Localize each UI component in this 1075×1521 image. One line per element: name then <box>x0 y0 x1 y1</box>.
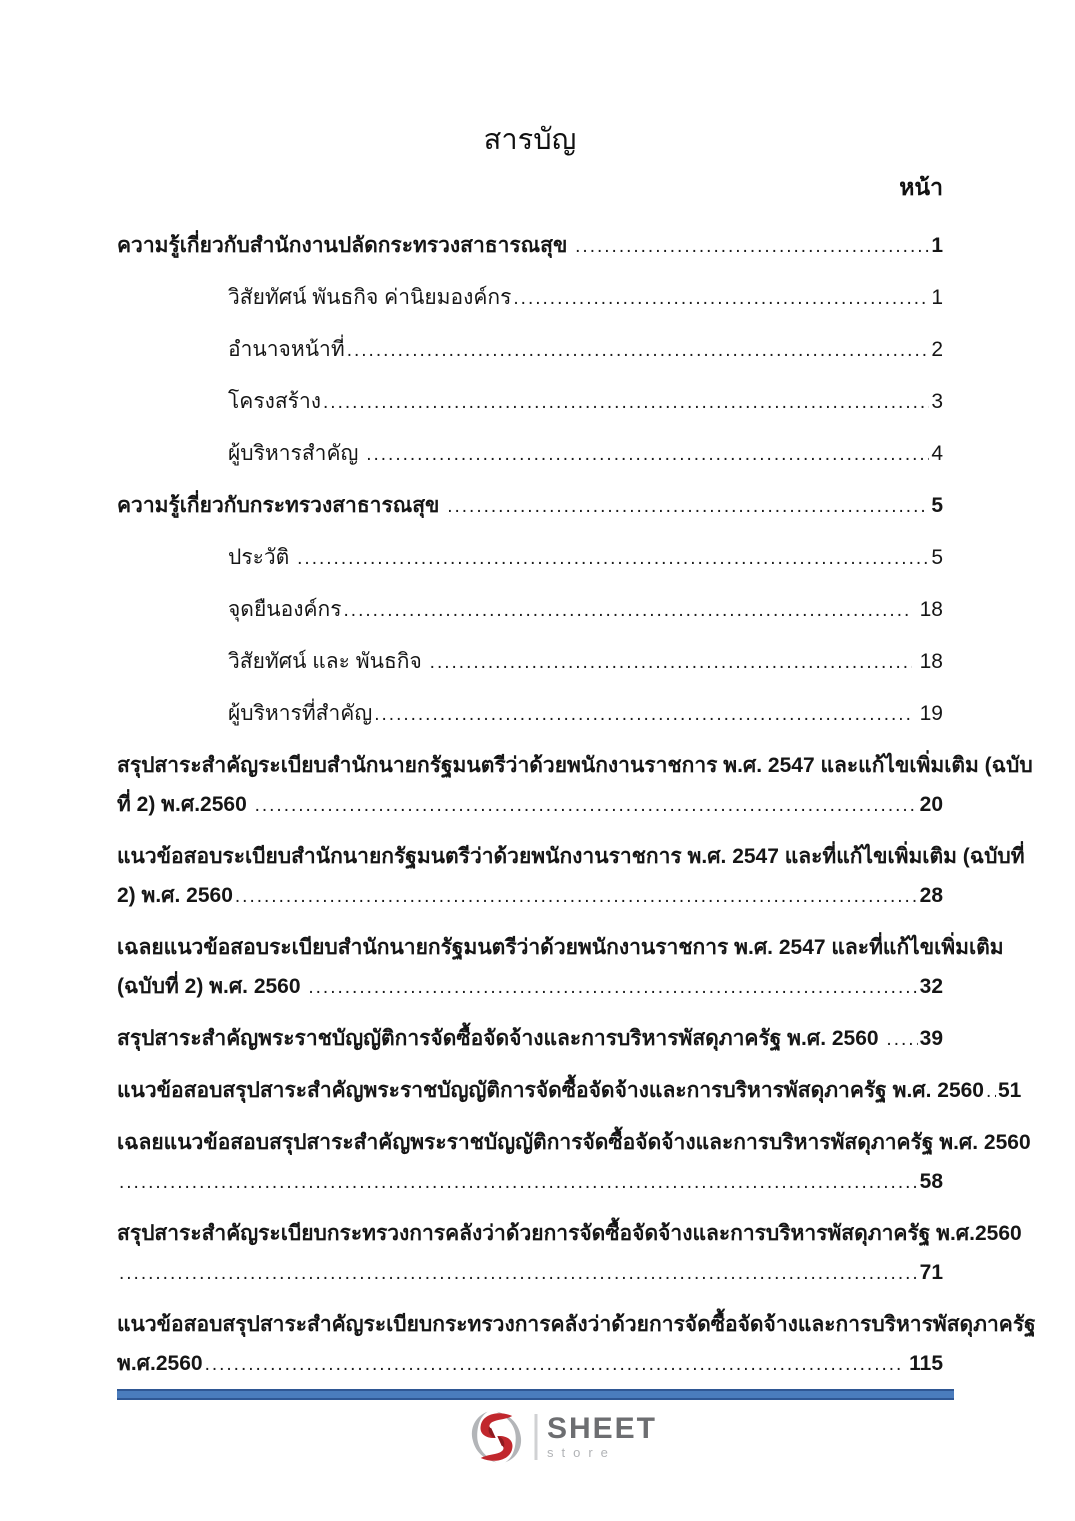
dot-leader <box>447 486 929 526</box>
toc-entry-title: ความรู้เกี่ยวกับกระทรวงสาธารณสุข <box>117 494 446 517</box>
toc-page-number: 32 <box>919 975 943 998</box>
dot-leader <box>986 1071 996 1111</box>
toc-line <box>117 538 943 578</box>
toc-entry-title: พ.ศ.2560 <box>117 1352 203 1375</box>
dot-leader <box>255 785 918 825</box>
page-title: สารบัญ <box>483 124 577 156</box>
dot-leader <box>119 1253 918 1293</box>
toc-document <box>117 0 1036 1396</box>
toc-entry <box>117 1019 943 1059</box>
toc-line <box>117 1162 943 1202</box>
toc-page-number: 5 <box>931 494 943 517</box>
dot-leader <box>323 382 929 422</box>
toc-line <box>117 642 943 682</box>
toc-page-number: 39 <box>919 1027 943 1050</box>
toc-entry-title: สรุปสาระสำคัญพระราชบัญญัติการจัดซื้อจัดจ้างและการบริหารพัสดุภาครัฐ พ.ศ. 2560 <box>117 1027 885 1050</box>
toc-entry <box>117 1214 1022 1293</box>
toc-line <box>117 837 1025 876</box>
toc-page-number: 19 <box>913 702 943 725</box>
toc-page-number: 71 <box>919 1261 943 1284</box>
toc-page-number: 58 <box>919 1170 943 1193</box>
dot-leader <box>886 1019 917 1059</box>
toc-line <box>117 694 943 734</box>
dot-leader <box>235 876 918 916</box>
toc-entry <box>117 486 943 526</box>
toc-entry-title: สรุปสาระสำคัญระเบียบสำนักนายกรัฐมนตรีว่าด้วยพนักงานราชการ พ.ศ. 2547 และแก้ไขเพิ่มเติม (ฉบับ <box>117 754 1033 777</box>
dot-leader <box>430 642 912 682</box>
toc-page-number: 2 <box>931 338 943 361</box>
toc-entry-title: สรุปสาระสำคัญระเบียบกระทรวงการคลังว่าด้วยการจัดซื้อจัดจ้างและการบริหารพัสดุภาครัฐ พ.ศ.2560 <box>117 1222 1022 1245</box>
toc-line <box>117 486 943 526</box>
toc-page-number: 4 <box>931 442 943 465</box>
toc-page-number: 1 <box>931 234 943 257</box>
dot-leader <box>575 226 929 266</box>
toc-entry <box>117 226 943 266</box>
logo-sub-text: store <box>546 1444 616 1460</box>
dot-leader <box>205 1344 902 1384</box>
toc-entry-title: เฉลยแนวข้อสอบระเบียบสำนักนายกรัฐมนตรีว่าด้วยพนักงานราชการ พ.ศ. 2547 และที่แก้ไขเพิ่มเติม <box>117 936 1004 959</box>
toc-entry <box>117 1071 1022 1111</box>
toc-entry <box>117 330 943 370</box>
toc-entry-title: ผู้บริหารสำคัญ <box>228 442 365 465</box>
toc-entry-title: 2) พ.ศ. 2560 <box>117 884 233 907</box>
toc-entry-title: โครงสร้าง <box>228 390 322 413</box>
toc-entry <box>117 837 1025 916</box>
toc-line <box>117 928 1004 967</box>
toc-entry <box>117 590 943 630</box>
toc-entry <box>117 434 943 474</box>
toc-entry <box>117 642 943 682</box>
toc-entry <box>117 538 943 578</box>
toc-line <box>117 1071 1022 1111</box>
toc-page-number: 51 <box>998 1079 1022 1102</box>
footer-divider <box>117 1389 954 1400</box>
toc-line <box>117 434 943 474</box>
toc-line <box>117 746 1033 785</box>
toc-entry-title: ที่ 2) พ.ศ.2560 <box>117 793 253 816</box>
toc-page-number: 18 <box>913 650 943 673</box>
toc-line <box>117 1305 1036 1344</box>
page-column-label: หน้า <box>899 174 943 200</box>
toc-entry <box>117 694 943 734</box>
toc-page-number: 115 <box>903 1352 943 1375</box>
toc-line <box>117 1253 943 1293</box>
toc-line <box>117 785 943 825</box>
toc-entry-title: วิสัยทัศน์ พันธกิจ ค่านิยมองค์กร <box>228 286 512 309</box>
dot-leader <box>374 694 912 734</box>
toc-line <box>117 590 943 630</box>
toc-entry-title: จุดยืนองค์กร <box>228 598 342 621</box>
toc-line <box>117 226 943 266</box>
toc-line <box>117 278 943 318</box>
toc-entry <box>117 746 1033 825</box>
dot-leader <box>344 590 912 630</box>
toc-entry-title: ความรู้เกี่ยวกับสำนักงานปลัดกระทรวงสาธารณสุข <box>117 234 574 257</box>
toc-line <box>117 876 943 916</box>
sheet-s-icon <box>468 1408 524 1466</box>
logo-brand-text: SHEET <box>546 1411 658 1445</box>
toc-entry-title: (ฉบับที่ 2) พ.ศ. 2560 <box>117 975 307 998</box>
toc-entry <box>117 928 1004 1007</box>
toc-page-number: 28 <box>919 884 943 907</box>
toc-line <box>117 1214 1022 1253</box>
toc-page-number: 3 <box>931 390 943 413</box>
dot-leader <box>308 967 917 1007</box>
toc-entry-title: วิสัยทัศน์ และ พันธกิจ <box>228 650 428 673</box>
toc-entry-title: ประวัติ <box>228 546 296 569</box>
dot-leader <box>347 330 930 370</box>
dot-leader <box>513 278 929 318</box>
toc-entry <box>117 1123 1031 1202</box>
dot-leader <box>119 1162 918 1202</box>
toc-line <box>117 330 943 370</box>
toc-entry <box>117 278 943 318</box>
sheet-store-logo <box>468 1408 657 1466</box>
toc-entry-title: แนวข้อสอบระเบียบสำนักนายกรัฐมนตรีว่าด้วยพนักงานราชการ พ.ศ. 2547 และที่แก้ไขเพิ่มเติม (ฉบับที่ <box>117 845 1025 868</box>
toc-line <box>117 382 943 422</box>
toc-entry-title: เฉลยแนวข้อสอบสรุปสาระสำคัญพระราชบัญญัติการจัดซื้อจัดจ้างและการบริหารพัสดุภาครัฐ พ.ศ. 2560 <box>117 1131 1031 1154</box>
dot-leader <box>297 538 929 578</box>
toc-page-number: 5 <box>931 546 943 569</box>
toc-line <box>117 967 943 1007</box>
toc-entry-title: อำนาจหน้าที่ <box>228 338 345 361</box>
toc-page-number: 1 <box>931 286 943 309</box>
logo-wordmark <box>546 1411 658 1461</box>
toc-page-number: 18 <box>913 598 943 621</box>
toc-entry-title: แนวข้อสอบสรุปสาระสำคัญระเบียบกระทรวงการคลังว่าด้วยการจัดซื้อจัดจ้างและการบริหารพัสดุภาครัฐ <box>117 1313 1036 1336</box>
logo-divider <box>534 1414 537 1460</box>
toc-entry-title: ผู้บริหารที่สำคัญ <box>228 702 373 725</box>
toc-line <box>117 1019 943 1059</box>
toc-entry-title: แนวข้อสอบสรุปสาระสำคัญพระราชบัญญัติการจัดซื้อจัดจ้างและการบริหารพัสดุภาครัฐ พ.ศ. 2560 <box>117 1079 984 1102</box>
toc-entry <box>117 382 943 422</box>
toc-line <box>117 1123 1031 1162</box>
toc-line <box>117 1344 943 1384</box>
toc-list <box>117 226 1036 1384</box>
toc-entry <box>117 1305 1036 1384</box>
toc-page-number: 20 <box>919 793 943 816</box>
dot-leader <box>366 434 929 474</box>
